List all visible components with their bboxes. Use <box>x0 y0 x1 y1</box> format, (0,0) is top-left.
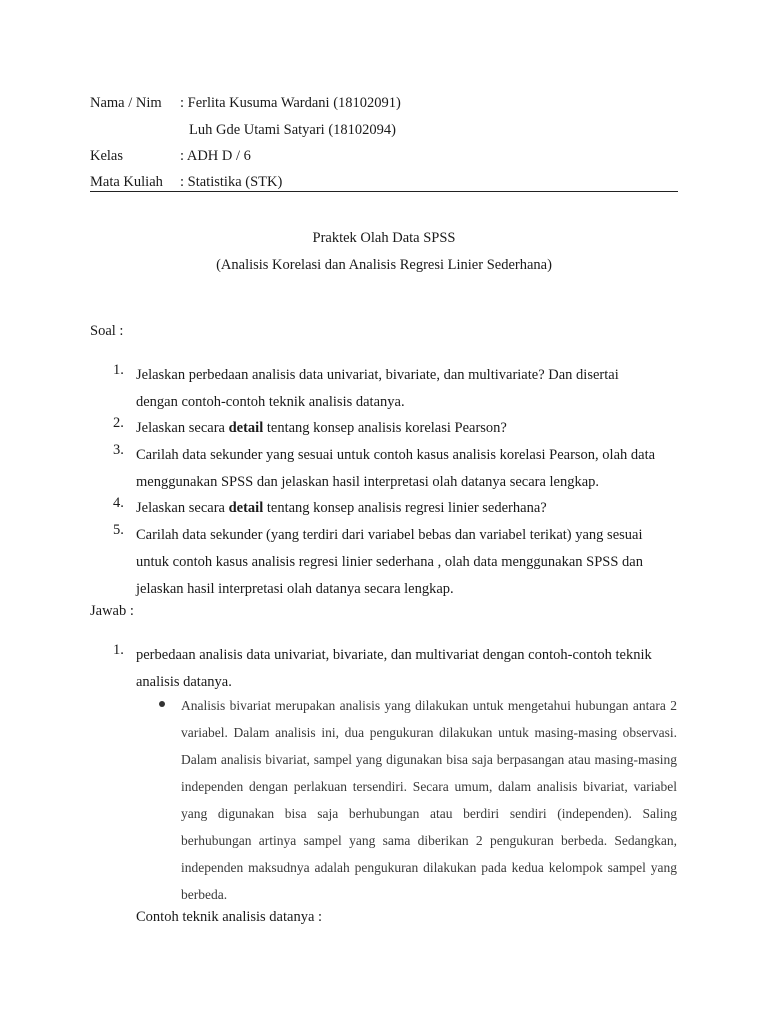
item-line: Carilah data sekunder (yang terdiri dari variabel bebas dan variabel terikat) yang sesuai <box>136 527 643 543</box>
nama-row-2 <box>189 121 396 139</box>
item-text-bold: detail <box>228 500 264 516</box>
item-line: menggunakan SPSS dan jelaskan hasil interpretasi olah datanya secara lengkap. <box>136 474 600 490</box>
nama-row <box>90 94 401 112</box>
nama-1: Ferlita Kusuma Wardani (18102091) <box>187 95 401 111</box>
item-line: perbedaan analisis data univariat, bivariate, dan multivariat dengan contoh-contoh teknik <box>136 647 652 663</box>
item-line: Jelaskan perbedaan analisis data univariat, bivariate, dan multivariate? Dan disertai <box>136 367 619 383</box>
item-text <box>136 362 678 416</box>
header-divider <box>90 191 678 192</box>
matkul-row <box>90 173 282 191</box>
item-line: untuk contoh kasus analisis regresi linier sederhana , olah data menggunakan SPSS dan <box>136 554 643 570</box>
item-text <box>136 642 678 696</box>
nama-sep: : <box>180 95 185 111</box>
item-text-bold: detail <box>228 420 264 436</box>
nama-label: Nama / Nim <box>90 95 162 111</box>
kelas-value: : ADH D / 6 <box>180 148 251 164</box>
item-number: 2. <box>113 415 124 431</box>
jawab-label: Jawab : <box>90 603 134 619</box>
title-line-1: Praktek Olah Data SPSS <box>312 230 456 246</box>
bullet-icon <box>159 701 165 707</box>
item-text <box>136 442 678 496</box>
item-number: 4. <box>113 495 124 511</box>
item-text <box>136 415 678 442</box>
matkul-value: : Statistika (STK) <box>180 174 283 190</box>
item-line: Carilah data sekunder yang sesuai untuk contoh kasus analisis korelasi Pearson, olah data <box>136 447 656 463</box>
title-line-2: (Analisis Korelasi dan Analisis Regresi Linier Sederhana) <box>216 257 552 273</box>
item-line: dengan contoh-contoh teknik analisis datanya. <box>136 394 405 410</box>
kelas-label: Kelas <box>90 148 124 164</box>
item-text-post: tentang konsep analisis regresi linier sederhana? <box>263 500 547 516</box>
item-number: 1. <box>113 642 124 658</box>
item-text <box>136 495 678 522</box>
item-number: 3. <box>113 442 124 458</box>
bullet-paragraph: Analisis bivariat merupakan analisis yang dilakukan untuk mengetahui hubungan antara 2 variabel. Dalam analisis ini, dua pengukuran dilakukan untuk masing-masing observasi. Dalam analisis bivariat, sampel yang digunakan bisa saja berpasangan atau masing-masing independen dengan perlakuan tersendiri. Secara umum, dalam analisis bivariat, variabel yang digunakan bisa saja berhubungan atau berdiri sendiri (independen). Saling berhubungan artinya sampel yang sama diberikan 2 pengukuran berbeda. Sedangkan, independen maksudnya adalah pengukuran dilakukan pada kedua kelompok sampel yang berbeda. <box>181 698 677 902</box>
item-text-pre: Jelaskan secara <box>136 500 229 516</box>
item-line: jelaskan hasil interpretasi olah datanya secara lengkap. <box>136 581 454 597</box>
item-number: 1. <box>113 362 124 378</box>
item-text <box>136 522 678 603</box>
item-line: analisis datanya. <box>136 674 232 690</box>
item-number: 5. <box>113 522 124 538</box>
item-text-post: tentang konsep analisis korelasi Pearson? <box>263 420 507 436</box>
example-label: Contoh teknik analisis datanya : <box>136 909 323 925</box>
matkul-label: Mata Kuliah <box>90 174 163 190</box>
nama-2: Luh Gde Utami Satyari (18102094) <box>189 122 396 138</box>
kelas-row <box>90 147 251 165</box>
soal-label: Soal : <box>90 323 124 339</box>
item-text-pre: Jelaskan secara <box>136 420 229 436</box>
